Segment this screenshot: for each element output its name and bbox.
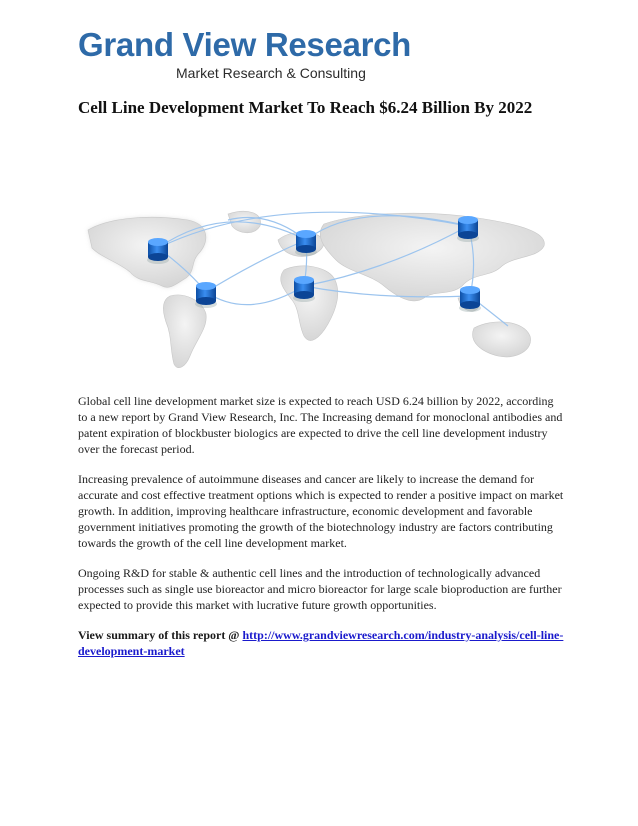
network-node xyxy=(293,276,315,302)
article-body xyxy=(78,393,564,659)
logo-tagline: Market Research & Consulting xyxy=(176,65,366,81)
page-title: Cell Line Development Market To Reach $6.24 Billion By 2022 xyxy=(78,98,533,117)
paragraph: Increasing prevalence of autoimmune diseases and cancer are likely to increase the demand for accurate and cost effective treatment options which is expected to render a positive impact on market growth. In addition, improving healthcare infrastructure, economic development and favorable government initiatives promoting the growth of the biotechnology industry are factors contributing towards the growth of the cell line development market. xyxy=(78,472,564,550)
logo xyxy=(78,26,412,88)
network-node xyxy=(295,230,317,256)
logo-name: Grand View Research xyxy=(78,26,412,63)
network-node xyxy=(195,282,217,308)
paragraph: Global cell line development market size is expected to reach USD 6.24 billion by 2022, according to a new report by Grand View Research, Inc. The Increasing demand for monoclonal antibodies and patent expiration of blockbuster biologics are expected to drive the cell line development industry over the forecast period. xyxy=(78,394,563,456)
report-summary xyxy=(78,627,564,659)
report-link[interactable]: http://www.grandviewresearch.com/industry-analysis/cell-line-development-market xyxy=(78,628,564,658)
network-node xyxy=(147,238,169,264)
paragraph: Ongoing R&D for stable & authentic cell lines and the introduction of technologically advanced processes such as single use bioreactor and micro bioreactor for large scale bioproduction are further expected to provide this market with lucrative future growth opportunities. xyxy=(78,566,562,612)
network-node xyxy=(457,216,479,242)
summary-label: View summary of this report @ xyxy=(78,628,243,642)
network-node xyxy=(459,286,481,312)
world-network-map-icon xyxy=(78,200,564,380)
